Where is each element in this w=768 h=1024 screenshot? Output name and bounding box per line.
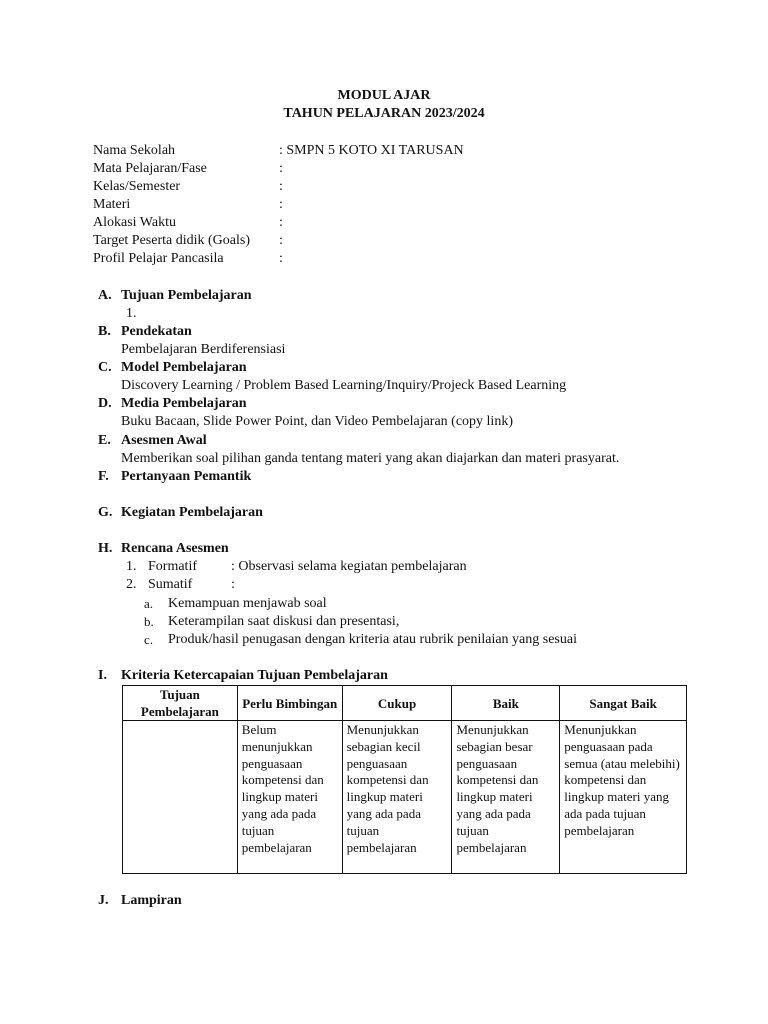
section-letter: B.	[98, 324, 111, 339]
identity-key: Materi	[93, 197, 131, 212]
table-header-cell: Tujuan Pembelajaran	[123, 686, 238, 721]
identity-key: Mata Pelajaran/Fase	[93, 161, 207, 176]
identity-key: Nama Sekolah	[93, 143, 176, 158]
list-item-label: Sumatif	[148, 577, 193, 592]
section-letter: H.	[98, 541, 113, 556]
table-header-cell: Baik	[452, 686, 560, 721]
sublist-item-letter: b.	[144, 614, 154, 629]
identity-value: : SMPN 5 KOTO XI TARUSAN	[279, 143, 464, 158]
identity-value: :	[279, 161, 283, 176]
section-letter: D.	[98, 396, 112, 411]
section-letter: F.	[98, 469, 109, 484]
identity-value: :	[279, 197, 283, 212]
list-item-value: : Observasi selama kegiatan pembelajaran	[231, 559, 467, 574]
section-letter: G.	[98, 505, 113, 520]
section-letter: A.	[98, 288, 112, 303]
table-cell: Menunjukkan sebagian besar penguasaan kompetensi dan lingkup materi yang ada pada tujuan pembelajaran	[452, 721, 560, 874]
sublist-item-letter: c.	[144, 632, 154, 647]
table-header-cell: Sangat Baik	[560, 686, 687, 721]
section-text: Discovery Learning / Problem Based Learning/Inquiry/Projeck Based Learning	[121, 378, 567, 393]
section-text: Buku Bacaan, Slide Power Point, dan Video Pembelajaran (copy link)	[121, 414, 513, 429]
section-letter: C.	[98, 360, 112, 375]
section-title: Model Pembelajaran	[121, 360, 247, 375]
table-row	[123, 721, 687, 874]
table-cell	[123, 721, 238, 874]
table-cell: Belum menunjukkan penguasaan kompetensi dan lingkup materi yang ada pada tujuan pembelajaran	[237, 721, 342, 874]
identity-key: Alokasi Waktu	[93, 215, 176, 230]
identity-value: :	[279, 215, 283, 230]
identity-value: :	[279, 179, 283, 194]
sublist-item-text: Produk/hasil penugasan dengan kriteria atau rubrik penilaian yang sesuai	[168, 632, 577, 647]
list-item-label: Formatif	[148, 559, 197, 574]
table-cell: Menunjukkan sebagian kecil penguasaan kompetensi dan lingkup materi yang ada pada tujuan pembelajaran	[342, 721, 452, 874]
sublist-item-text: Kemampuan menjawab soal	[168, 596, 327, 611]
section-letter: E.	[98, 433, 111, 448]
doc-subtitle: TAHUN PELAJARAN 2023/2024	[283, 106, 485, 121]
section-title: Kegiatan Pembelajaran	[121, 505, 263, 520]
list-item-value: :	[231, 577, 235, 592]
sublist-item-text: Keterampilan saat diskusi dan presentasi,	[168, 614, 400, 629]
list-item-number: 2.	[126, 577, 137, 592]
section-title: Asesmen Awal	[121, 433, 207, 448]
table-header-cell: Perlu Bimbingan	[237, 686, 342, 721]
identity-value: :	[279, 233, 283, 248]
section-title: Tujuan Pembelajaran	[121, 288, 252, 303]
doc-title: MODUL AJAR	[337, 88, 431, 103]
section-letter: I.	[98, 668, 107, 683]
section-title: Pertanyaan Pemantik	[121, 469, 252, 484]
section-title: Pendekatan	[121, 324, 192, 339]
table-header-cell: Cukup	[342, 686, 452, 721]
identity-key: Profil Pelajar Pancasila	[93, 251, 224, 266]
criteria-table	[122, 685, 687, 874]
section-title: Media Pembelajaran	[121, 396, 247, 411]
identity-value: :	[279, 251, 283, 266]
identity-key: Target Peserta didik (Goals)	[93, 233, 250, 248]
table-cell: Menunjukkan penguasaan pada semua (atau melebihi) kompetensi dan lingkup materi yang ada pada tujuan pembelajaran	[560, 721, 687, 874]
section-title: Rencana Asesmen	[121, 541, 229, 556]
list-item-number: 1.	[126, 306, 137, 321]
sublist-item-letter: a.	[144, 596, 154, 611]
section-title: Kriteria Ketercapaian Tujuan Pembelajaran	[121, 668, 388, 683]
list-item-number: 1.	[126, 559, 137, 574]
section-title: Lampiran	[121, 893, 182, 908]
table-header-row	[123, 686, 687, 721]
section-text: Pembelajaran Berdiferensiasi	[121, 342, 286, 357]
identity-key: Kelas/Semester	[93, 179, 181, 194]
section-text: Memberikan soal pilihan ganda tentang materi yang akan diajarkan dan materi prasyarat.	[121, 451, 620, 466]
section-letter: J.	[98, 893, 109, 908]
